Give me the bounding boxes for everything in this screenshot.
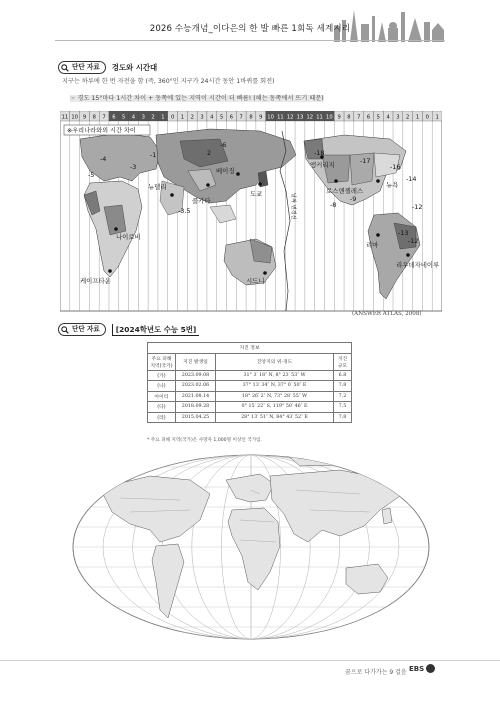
strip-label: 11 (316, 114, 323, 121)
explanation-text-2: ☞ 경도 15°마다 1시간 차이 + 동쪽에 있는 지역이 시간이 더 빠름! (해는 동쪽에서 뜨기 때문) (70, 95, 324, 102)
zone-number: -9 (350, 195, 357, 203)
cell-date: 2023.09.08 (176, 370, 216, 381)
label-riodejaneiro: 리우데자네이루 (396, 261, 440, 269)
strip-label: 12 (286, 114, 294, 121)
strip-label: 7 (239, 114, 243, 121)
table-caption: 지진 정보 (148, 343, 352, 354)
cell-region: (다) (148, 402, 176, 413)
zone-number: -1 (150, 151, 157, 159)
magnifier-icon (61, 64, 69, 72)
section-badge (58, 61, 106, 74)
cell-magnitude: 7.8 (334, 381, 352, 392)
strip-label: 7 (102, 114, 106, 121)
strip-label: 11 (61, 114, 69, 121)
strip-label: 5 (122, 114, 126, 121)
label-lima: 리마 (366, 241, 379, 249)
zone-number: -12 (408, 237, 419, 245)
zone-number: -18 (314, 149, 325, 157)
strip-label: 6 (229, 114, 234, 121)
strip-label: 1 (161, 114, 165, 121)
strip-label: 8 (347, 114, 351, 121)
strip-label: 9 (337, 114, 341, 121)
page-header (0, 0, 500, 50)
strip-label: 3 (396, 114, 400, 121)
header-date: 지진 발생일 (176, 353, 216, 370)
section-badge (58, 323, 106, 336)
table-row (148, 391, 352, 402)
section-tag-timezones (58, 61, 157, 74)
strip-label: 2 (151, 114, 155, 121)
ebs-logo (409, 664, 435, 673)
cell-coords: 37° 13′ 34″ N, 37° 0′ 50″ E (216, 381, 334, 392)
zone-number: -16 (390, 163, 401, 171)
section-title: [2024학년도 수능 5번] (112, 324, 199, 336)
cell-magnitude: 6.8 (334, 370, 352, 381)
strip-label: 9 (259, 114, 263, 121)
section-tag-exam (58, 323, 199, 336)
cell-magnitude: 7.5 (334, 402, 352, 413)
zone-number: -14 (406, 175, 417, 183)
cell-date: 2021.08.14 (176, 391, 216, 402)
strip-label: 2 (190, 114, 194, 121)
label-beijing: 베이징 (216, 167, 235, 175)
magnifier-icon (61, 326, 69, 334)
cell-region: (나) (148, 381, 176, 392)
cell-magnitude: 7.2 (334, 391, 352, 402)
strip-label: 3 (141, 114, 145, 121)
zone-number: -17 (360, 157, 371, 165)
strip-label: 5 (219, 114, 224, 121)
strip-label: 8 (92, 114, 96, 121)
header-divider (55, 40, 445, 41)
zone-number: -6 (220, 141, 227, 149)
strip-label: 10 (267, 114, 274, 121)
strip-label: 3 (200, 114, 204, 121)
label-capetown: 케이프타운 (80, 277, 111, 285)
explanation-line-1 (62, 76, 275, 85)
cell-coords: 31° 3′ 18″ N, 8° 23′ 53″ W (216, 370, 334, 381)
strip-label: 1 (435, 114, 439, 121)
cell-date: 2015.04.25 (176, 412, 216, 423)
strip-label: 4 (386, 114, 390, 121)
table-row (148, 412, 352, 423)
zone-number: -5 (88, 171, 95, 179)
zone-number: -8 (330, 201, 337, 209)
strip-label: 9 (82, 114, 87, 121)
section-badge-label: 단단 자료 (72, 325, 100, 333)
header-coords: 진앙지의 위·경도 (216, 353, 334, 370)
label-losangeles: 로스앤젤레스 (326, 187, 364, 195)
cell-region: (가) (148, 370, 176, 381)
strip-label: 10 (71, 114, 78, 121)
cell-magnitude: 7.8 (334, 412, 352, 423)
table-row (148, 381, 352, 392)
strip-label: 13 (296, 114, 304, 121)
explanation-line-2 (70, 93, 324, 102)
cell-coords: 0° 15′ 22″ S, 119° 50′ 46″ E (216, 402, 334, 413)
label-sydney: 시드니 (246, 277, 265, 285)
time-zone-map (60, 111, 442, 321)
strip-label: 0 (170, 114, 175, 121)
ebs-logo-text: EBS (409, 664, 425, 673)
table-row (148, 402, 352, 413)
zone-number: -12 (412, 203, 423, 211)
strip-label: 4 (210, 114, 214, 121)
zone-number: 2 (207, 149, 212, 157)
footer-divider (0, 660, 500, 661)
strip-label: 6 (112, 114, 116, 121)
strip-label: 6 (366, 114, 371, 121)
header-magnitude: 지진 규모 (334, 353, 352, 370)
map-note: ※우리나라와의 시간 차이 (67, 127, 136, 135)
cell-region: (라) (148, 412, 176, 423)
world-outline-map (60, 450, 442, 644)
strip-label: 8 (249, 114, 253, 121)
table-row (148, 370, 352, 381)
explanation-text-1: 지구는 하루에 한 번 자전을 함 (즉, 360°인 지구가 24시간 동안 1바퀴를 회전) (62, 78, 275, 85)
strip-label: 7 (357, 114, 361, 121)
cell-coords: 28° 13′ 51″ N, 84° 43′ 52″ E (216, 412, 334, 423)
strip-label: 11 (277, 114, 284, 121)
table-footnote: * 주요 피해 지역(국가)은 사망자 1,000명 이상인 국가임. (147, 438, 263, 443)
cell-date: 2018.09.28 (176, 402, 216, 413)
label-anchorage: 앵커리지 (310, 161, 335, 169)
zone-number: -4 (100, 155, 107, 163)
section-title: 경도와 시간대 (111, 63, 158, 72)
zone-number: -3 (130, 163, 137, 171)
zone-number: -13 (398, 229, 409, 237)
strip-label: 10 (326, 114, 333, 121)
map-credit: (ANSWER ATLAS, 2008) (352, 311, 422, 317)
label-nairobi: 나이로비 (116, 233, 141, 241)
label-kolkata: 콜카타 (192, 197, 211, 205)
label-newdelhi: 뉴델리 (148, 183, 167, 191)
cell-coords: 18° 26′ 2″ N, 73° 28′ 55″ W (216, 391, 334, 402)
earthquake-table (147, 342, 352, 423)
footer-slogan: 꿈으로 다가가는 9 걸음 (345, 669, 407, 676)
strip-label: 12 (306, 114, 314, 121)
table-header-row (148, 353, 352, 370)
ebs-logo-icon (426, 664, 435, 673)
header-region: 주요 피해 지역(국가) (148, 353, 176, 370)
strip-label: 1 (180, 114, 185, 121)
strip-label: 0 (425, 114, 429, 121)
offset-strip (60, 111, 442, 121)
section-badge-label: 단단 자료 (72, 63, 100, 71)
cell-date: 2023.02.06 (176, 381, 216, 392)
label-newyork: 뉴욕 (386, 181, 399, 189)
label-tokyo: 도쿄 (250, 190, 263, 198)
label-dateline: 날짜 변경선 (290, 193, 296, 220)
zone-number: -3.5 (178, 207, 191, 215)
strip-label: 1 (415, 114, 420, 121)
cell-region: 아이티 (148, 391, 176, 402)
strip-label: 5 (376, 114, 380, 121)
document-title: 2026 수능개념_이다은의 한 발 빠른 1회독 세계지리 (149, 24, 351, 34)
strip-label: 2 (406, 114, 410, 121)
strip-label: 4 (131, 114, 136, 121)
